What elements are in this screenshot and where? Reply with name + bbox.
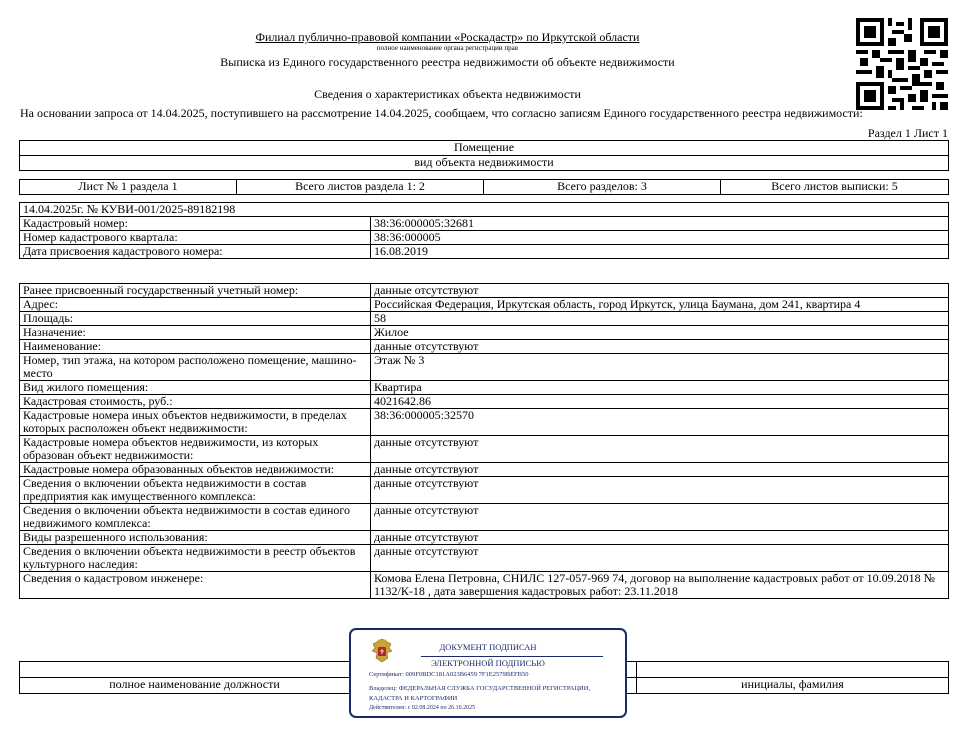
document-number: 14.04.2025г. № КУВИ-001/2025-89182198 [20,203,949,217]
sheet-info-table [19,179,949,195]
row-value: 16.08.2019 [371,245,949,259]
row-label: Сведения о включении объекта недвижимости в состав единого недвижимого комплекса: [20,504,371,531]
name-caption: инициалы, фамилия [637,678,949,694]
row-value: 58 [371,312,949,326]
table-row [20,312,949,326]
row-value: данные отсутствуют [371,531,949,545]
document-title: Выписка из Единого государственного реестра недвижимости об объекте недвижимости [220,55,675,69]
intro-text: На основании запроса от 14.04.2025, поступившего на рассмотрение 14.04.2025, сообщаем, что согласно записям Единого государственного реестра недвижимости: [20,106,863,120]
table-row [20,231,949,245]
table-row [20,531,949,545]
row-label: Сведения о включении объекта недвижимости в реестр объектов культурного наследия: [20,545,371,572]
row-label: Сведения о кадастровом инженере: [20,572,371,599]
table-row [20,381,949,395]
row-label: Наименование: [20,340,371,354]
row-label: Кадастровые номера объектов недвижимости, из которых образован объект недвижимости: [20,436,371,463]
section-sheet-label: Раздел 1 Лист 1 [867,126,948,140]
row-value: данные отсутствуют [371,436,949,463]
row-label: Вид жилого помещения: [20,381,371,395]
table-row [20,436,949,463]
table-row [20,245,949,259]
table-row [20,409,949,436]
row-value: Жилое [371,326,949,340]
row-value: 4021642.86 [371,395,949,409]
stamp-divider [421,656,603,657]
row-label: Кадастровые номера образованных объектов недвижимости: [20,463,371,477]
row-value: Российская Федерация, Иркутская область, город Иркутск, улица Баумана, дом 241, квартира 4 [371,298,949,312]
table-row [20,463,949,477]
row-label: Ранее присвоенный государственный учетный номер: [20,284,371,298]
row-label: Виды разрешенного использования: [20,531,371,545]
organization-name: Филиал публично-правовой компании «Роскадастр» по Иркутской области [255,30,640,44]
row-value: данные отсутствуют [371,477,949,504]
row-value: данные отсутствуют [371,545,949,572]
row-value: 38:36:000005 [371,231,949,245]
row-label: Адрес: [20,298,371,312]
row-value: Этаж № 3 [371,354,949,381]
table-row [20,477,949,504]
object-type-caption: вид объекта недвижимости [20,156,949,171]
row-label: Кадастровые номера иных объектов недвижимости, в пределах которых расположен объект недвижимости: [20,409,371,436]
sheet-number: Лист № 1 раздела 1 [20,180,237,195]
table-row [20,395,949,409]
object-type: Помещение [20,141,949,156]
row-label: Назначение: [20,326,371,340]
stamp-owner: Владелец: ФЕДЕРАЛЬНАЯ СЛУЖБА ГОСУДАРСТВЕННОЙ РЕГИСТРАЦИИ, КАДАСТРА И КАРТОГРАФИИ [369,685,591,702]
row-value: 38:36:000005:32570 [371,409,949,436]
position-caption: полное наименование должности [20,678,370,694]
stamp-subtitle: ЭЛЕКТРОННОЙ ПОДПИСЬЮ [431,658,545,668]
name-field [637,662,949,678]
organization-caption: полное наименование органа регистрации прав [376,44,519,52]
object-type-table [19,140,949,171]
row-value: данные отсутствуют [371,340,949,354]
row-label: Номер кадастрового квартала: [20,231,371,245]
row-label: Сведения о включении объекта недвижимости в состав предприятия как имущественного комплекса: [20,477,371,504]
row-label: Кадастровый номер: [20,217,371,231]
table-row [20,354,949,381]
sections-total: Всего разделов: 3 [484,180,721,195]
row-value: 38:36:000005:32681 [371,217,949,231]
row-label: Площадь: [20,312,371,326]
table-row [20,217,949,231]
row-label: Номер, тип этажа, на котором расположено помещение, машино-место [20,354,371,381]
electronic-signature-stamp [349,628,627,718]
row-value: данные отсутствуют [371,504,949,531]
table-row [20,545,949,572]
section-title: Сведения о характеристиках объекта недвижимости [314,87,581,101]
stamp-validity: Действителен: с 02.08.2024 по 26.10.2025 [369,705,476,711]
table-row [20,284,949,298]
table-row [20,572,949,599]
table-row [20,504,949,531]
position-field [20,662,370,678]
cadastral-table [19,202,949,259]
row-value: данные отсутствуют [371,284,949,298]
extract-sheets-total: Всего листов выписки: 5 [721,180,949,195]
row-label: Кадастровая стоимость, руб.: [20,395,371,409]
table-row [20,340,949,354]
row-value: данные отсутствуют [371,463,949,477]
row-label: Дата присвоения кадастрового номера: [20,245,371,259]
table-row [20,326,949,340]
details-table [19,283,949,599]
stamp-certificate: Сертификат: 009F0BDC181A023B6459 7F1E2579BEFB50 [369,671,529,678]
table-row [20,298,949,312]
row-value: Квартира [371,381,949,395]
section-sheets-total: Всего листов раздела 1: 2 [237,180,484,195]
stamp-title: ДОКУМЕНТ ПОДПИСАН [439,642,537,652]
row-value: Комова Елена Петровна, СНИЛС 127-057-969 74, договор на выполнение кадастровых работ от 10.09.2018 № 1132/К-18 , дата завершения кадастровых работ: 23.11.2018 [371,572,949,599]
